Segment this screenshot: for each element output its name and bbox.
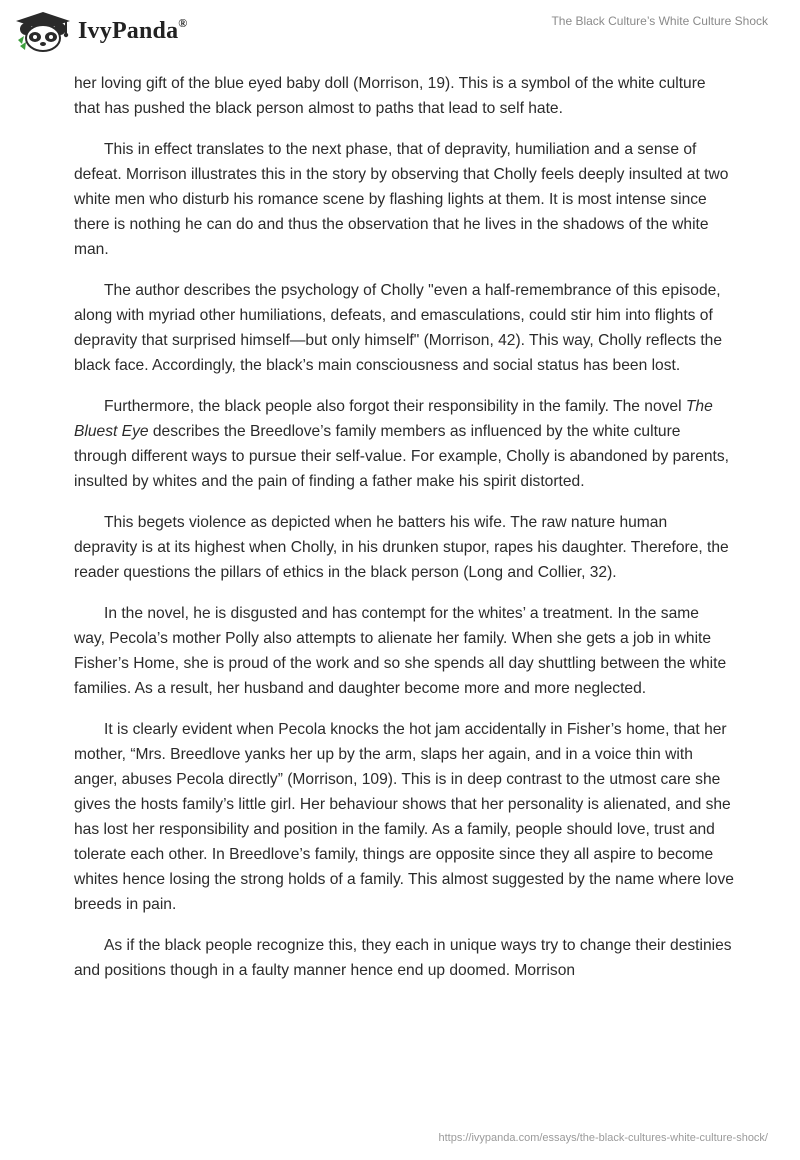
paragraph: In the novel, he is disgusted and has contempt for the whites’ a treatment. In the same way, Pecola’s mother Polly also attempts to alienate her family. When she gets a job in white Fisher’s Home, she is proud of the work and so she spends all day shuttling between the white families. As a result, her husband and daughter become more and more neglected. <box>74 605 727 697</box>
paragraph-text: Furthermore, the black people also forgot their responsibility in the family. The novel <box>104 398 686 415</box>
paragraph: This begets violence as depicted when he batters his wife. The raw nature human depravity is at its highest when Cholly, in his drunken stupor, rapes his daughter. Therefore, the reader questions the pillars of ethics in the black person (Long and Collier, 32). <box>74 514 729 581</box>
source-url[interactable]: https://ivypanda.com/essays/the-black-cultures-white-culture-shock/ <box>438 1132 768 1144</box>
book-title: The Bluest Eye <box>74 398 713 440</box>
paragraph: her loving gift of the blue eyed baby doll (Morrison, 19). This is a symbol of the white culture that has pushed the black person almost to paths that lead to self hate. <box>74 75 706 117</box>
essay-body <box>74 71 734 999</box>
document-title: The Black Culture’s White Culture Shock <box>551 14 768 28</box>
page-header <box>0 0 800 72</box>
paragraph: The author describes the psychology of Cholly "even a half-remembrance of this episode, along with myriad other humiliations, defeats, and emasculations, could stir him into flights of depravity that surprised himself—but only himself" (Morrison, 42). This way, Cholly reflects the black face. Accordingly, the black’s main consciousness and social status has been lost. <box>74 282 723 374</box>
paragraph: As if the black people recognize this, they each in unique ways try to change their destinies and positions though in a faulty manner hence end up doomed. Morrison <box>74 937 732 979</box>
paragraph-text: describes the Breedlove’s family members as influenced by the white culture through different ways to pursue their self-value. For example, Cholly is abandoned by parents, insulted by whites and the pain of finding a father make his spirit distorted. <box>74 423 730 490</box>
paragraph: This in effect translates to the next phase, that of depravity, humiliation and a sense of defeat. Morrison illustrates this in the story by observing that Cholly feels deeply insulted at two white men who disturb his romance scene by flashing lights at them. It is most intense since there is nothing he can do and thus the observation that he lives in the shadows of the white man. <box>74 141 729 258</box>
paragraph <box>74 394 734 494</box>
brand-logo[interactable] <box>14 10 187 52</box>
brand-name: IvyPanda® <box>78 15 188 44</box>
paragraph: It is clearly evident when Pecola knocks the hot jam accidentally in Fisher’s home, that her mother, “Mrs. Breedlove yanks her up by the arm, slaps her again, and in a voice thin with anger, abuses Pecola directly” (Morrison, 109). This is in deep contrast to the utmost care she gives the hosts family’s little girl. Her behaviour shows that her personality is alienated, and she has lost her responsibility and position in the family. As a family, people should love, trust and tolerate each other. In Breedlove’s family, things are opposite since they all aspire to become whites hence losing the strong holds of a family. This almost suggested by the name where love breeds in pain. <box>74 721 734 913</box>
panda-graduation-cap-icon <box>14 10 72 52</box>
